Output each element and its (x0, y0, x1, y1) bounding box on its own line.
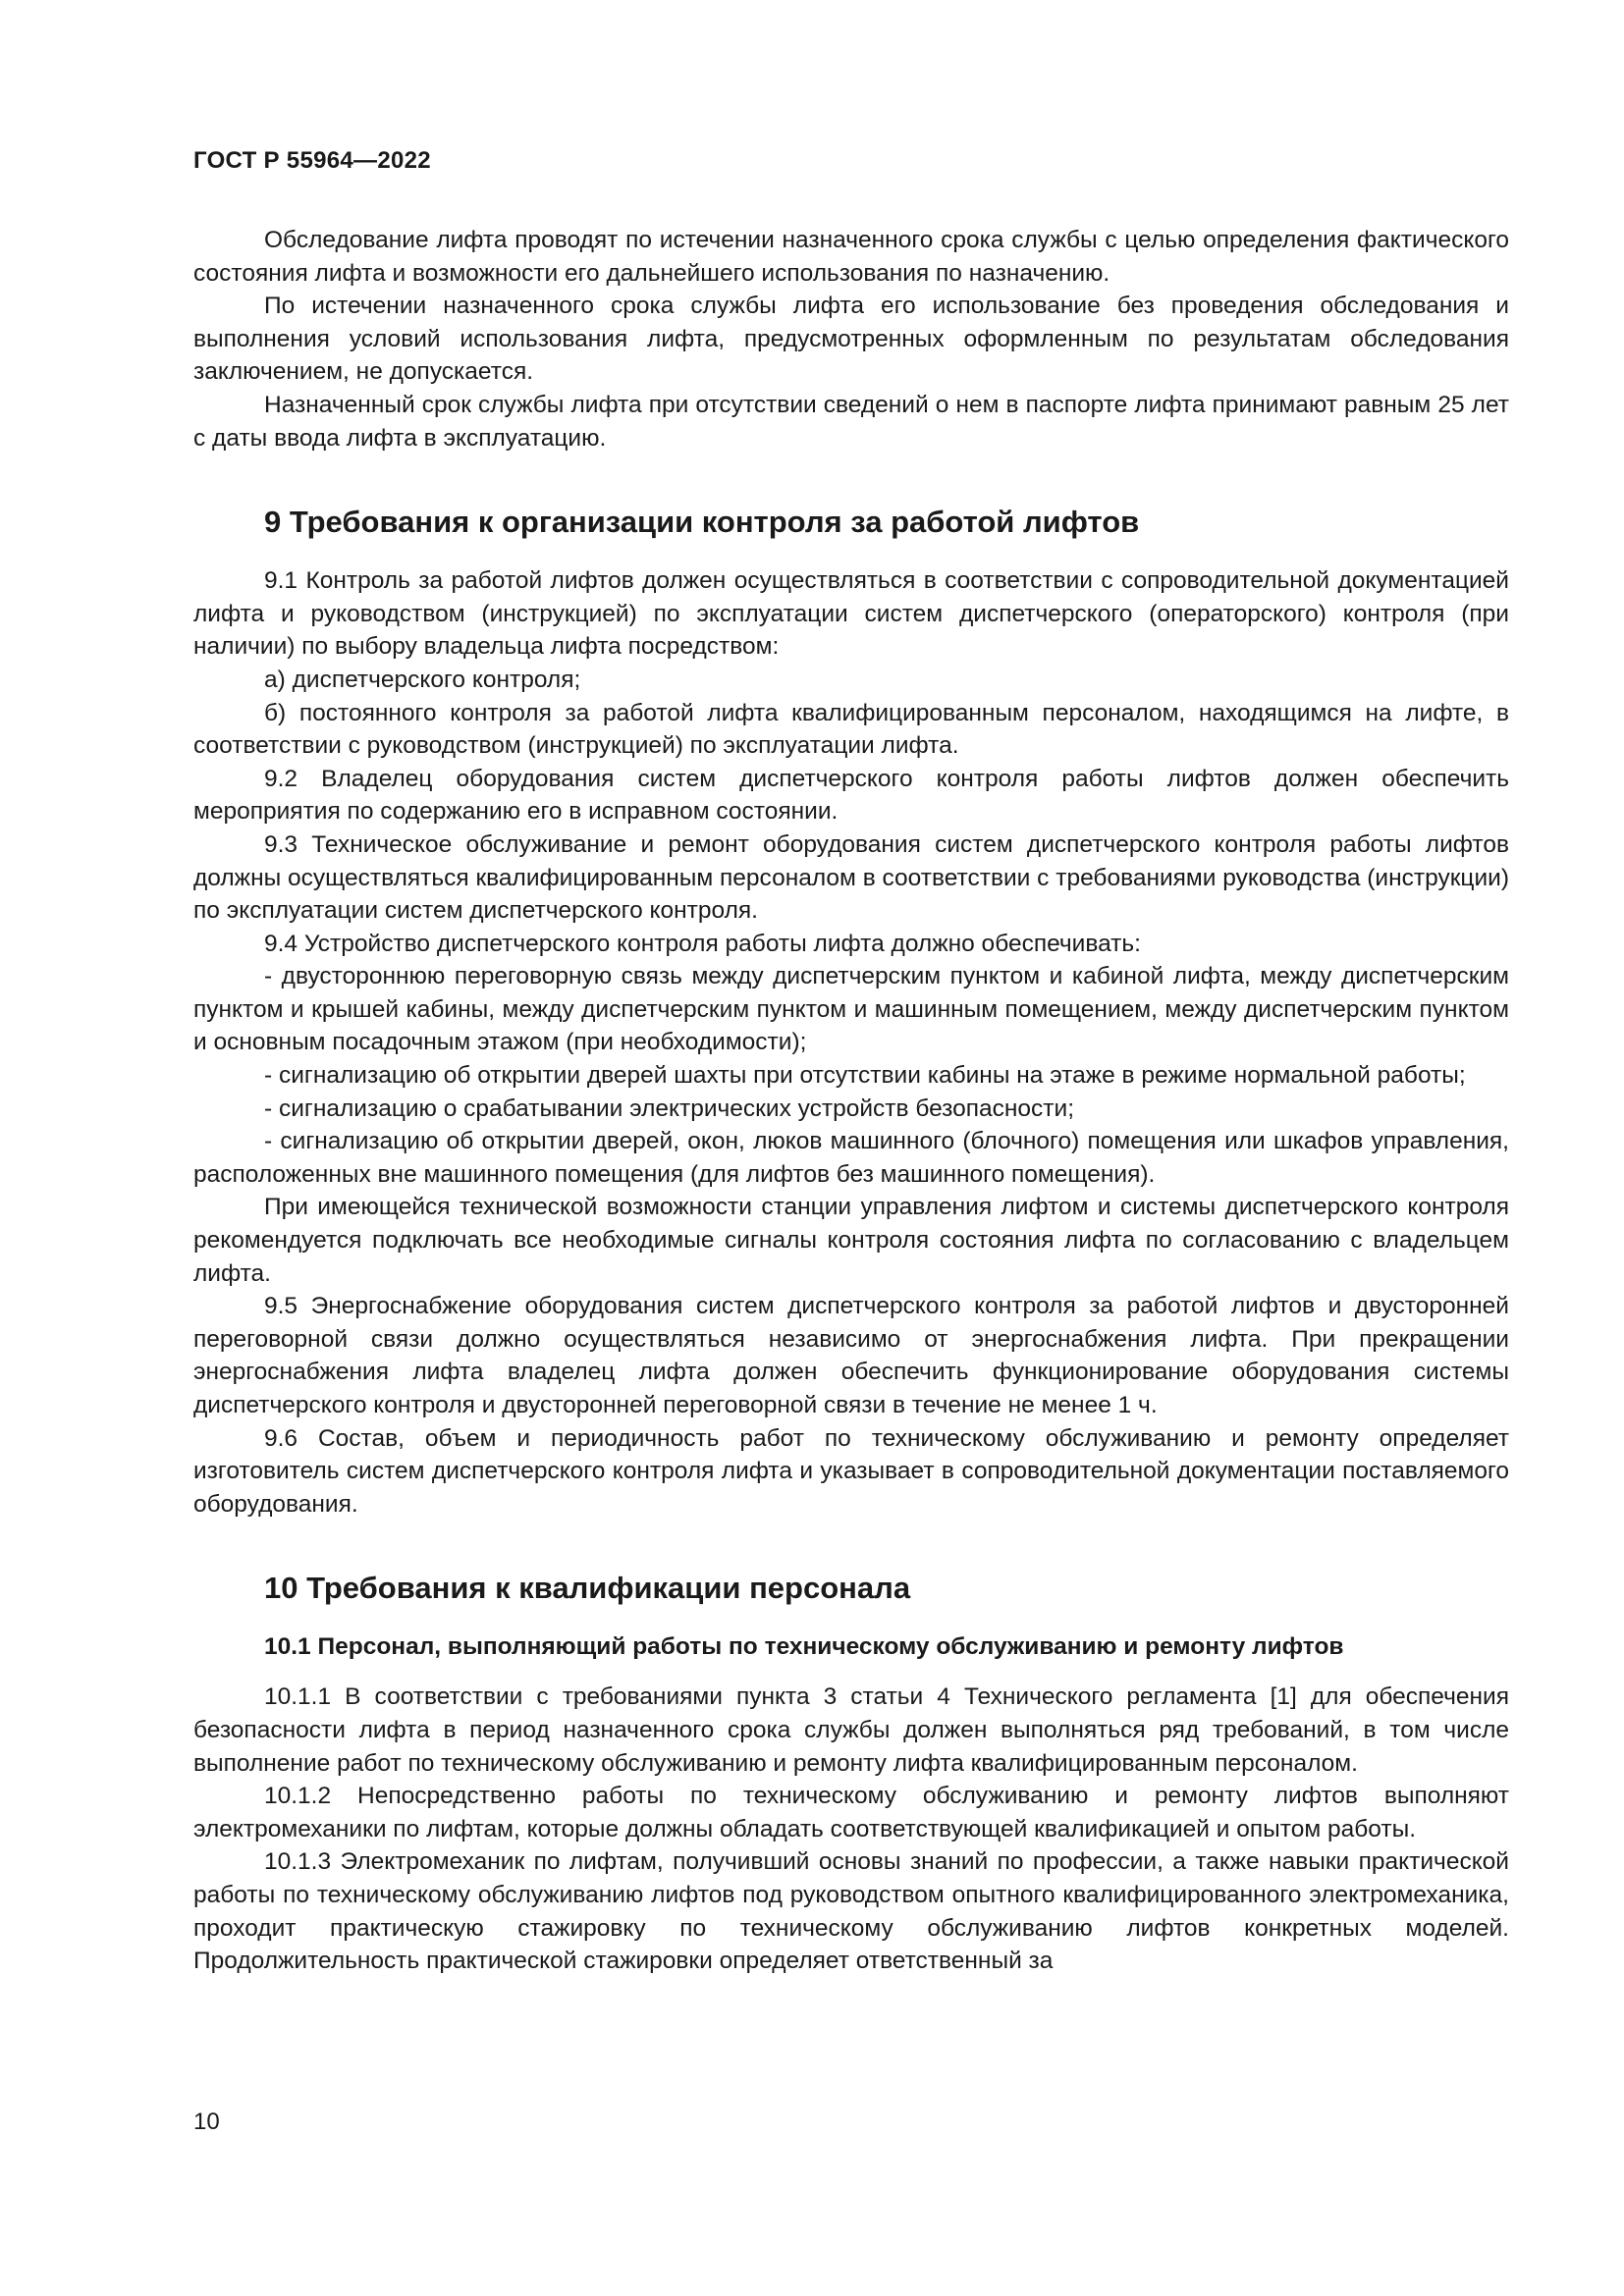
paragraph: 10.1.3 Электромеханик по лифтам, получивший основы знаний по профессии, а также навыки практической работы по техническому обслуживанию лифтов под руководством опытного квалифицированного электромеханика, проходит практическую стажировку по техническому обслуживанию лифтов конкретных моделей. Продолжительность практической стажировки определяет ответственный за (193, 1848, 1509, 1975)
section-heading: 9 Требования к организации контроля за работой лифтов (264, 505, 1140, 540)
paragraph: - сигнализацию об открытии дверей шахты при отсутствии кабины на этаже в режиме нормальной работы; (264, 1062, 1466, 1090)
paragraph: б) постоянного контроля за работой лифта квалифицированным персоналом, находящимся на лифте, в соответствии с руководством (инструкцией) по эксплуатации лифта. (193, 699, 1509, 760)
paragraph: 9.4 Устройство диспетчерского контроля работы лифта должно обеспечивать: (264, 930, 1141, 957)
paragraph: 9.6 Состав, объем и периодичность работ по техническому обслуживанию и ремонту определяет изготовитель систем диспетчерского контроля лифта и указывает в сопроводительной документации поставляемого оборудования. (193, 1424, 1509, 1518)
paragraph: - сигнализацию об открытии дверей, окон, люков машинного (блочного) помещения или шкафов управления, расположенных вне машинного помещения (для лифтов без машинного помещения). (193, 1128, 1509, 1188)
paragraph: - сигнализацию о срабатывании электрических устройств безопасности; (264, 1095, 1075, 1122)
paragraph: Обследование лифта проводят по истечении назначенного срока службы с целью определения фактического состояния лифта и возможности его дальнейшего использования по назначению. (193, 227, 1509, 287)
paragraph: 10.1.2 Непосредственно работы по техническому обслуживанию и ремонту лифтов выполняют электромеханики по лифтам, которые должны обладать соответствующей квалификацией и опытом работы. (193, 1783, 1509, 1842)
paragraph: 9.1 Контроль за работой лифтов должен осуществляться в соответствии с сопроводительной документацией лифта и руководством (инструкцией) по эксплуатации систем диспетчерского (операторского) контроля (при наличии) по выбору владельца лифта посредством: (193, 567, 1509, 661)
document-page (193, 0, 1509, 2296)
paragraph: 9.5 Энергоснабжение оборудования систем диспетчерского контроля за работой лифтов и двусторонней переговорной связи должно осуществляться независимо от энергоснабжения лифта. При прекращении энергоснабжения лифта владелец лифта должен обеспечить функционирование оборудования системы диспетчерского контроля и двусторонней переговорной связи в течение не менее 1 ч. (193, 1293, 1509, 1418)
paragraph: - двустороннюю переговорную связь между диспетчерским пунктом и кабиной лифта, между диспетчерским пунктом и крышей кабины, между диспетчерским пунктом и машинным помещением, между диспетчерским пунктом и основным посадочным этажом (при необходимости); (193, 963, 1509, 1056)
paragraph: а) диспетчерского контроля; (264, 666, 581, 693)
section-heading: 10 Требования к квалификации персонала (264, 1571, 911, 1606)
paragraph: 10.1.1 В соответствии с требованиями пункта 3 статьи 4 Технического регламента [1] для обеспечения безопасности лифта в период назначенного срока службы должен выполняться ряд требований, в том числе выполнение работ по техническому обслуживанию и ремонту лифта квалифицированным персоналом. (193, 1683, 1509, 1777)
paragraph: 9.3 Техническое обслуживание и ремонт оборудования систем диспетчерского контроля работы лифтов должны осуществляться квалифицированным персоналом в соответствии с требованиями руководства (инструкции) по эксплуатации систем диспетчерского контроля. (193, 830, 1509, 925)
paragraph: Назначенный срок службы лифта при отсутствии сведений о нем в паспорте лифта принимают равным 25 лет с даты ввода лифта в эксплуатацию. (193, 391, 1509, 452)
paragraph: По истечении назначенного срока службы лифта его использование без проведения обследования и выполнения условий использования лифта, предусмотренных оформленным по результатам обследования заключением, не допускается. (193, 293, 1509, 386)
page-number: 10 (193, 2109, 220, 2135)
paragraph: При имеющейся технической возможности станции управления лифтом и системы диспетчерского контроля рекомендуется подключать все необходимые сигналы контроля состояния лифта по согласованию с владельцем лифта. (193, 1194, 1509, 1287)
subsection-heading: 10.1 Персонал, выполняющий работы по техническому обслуживанию и ремонту лифтов (264, 1633, 1344, 1661)
document-id-header: ГОСТ Р 55964—2022 (193, 147, 431, 174)
document-body (193, 224, 1509, 1978)
paragraph: 9.2 Владелец оборудования систем диспетчерского контроля работы лифтов должен обеспечить мероприятия по содержанию его в исправном состоянии. (193, 765, 1509, 826)
